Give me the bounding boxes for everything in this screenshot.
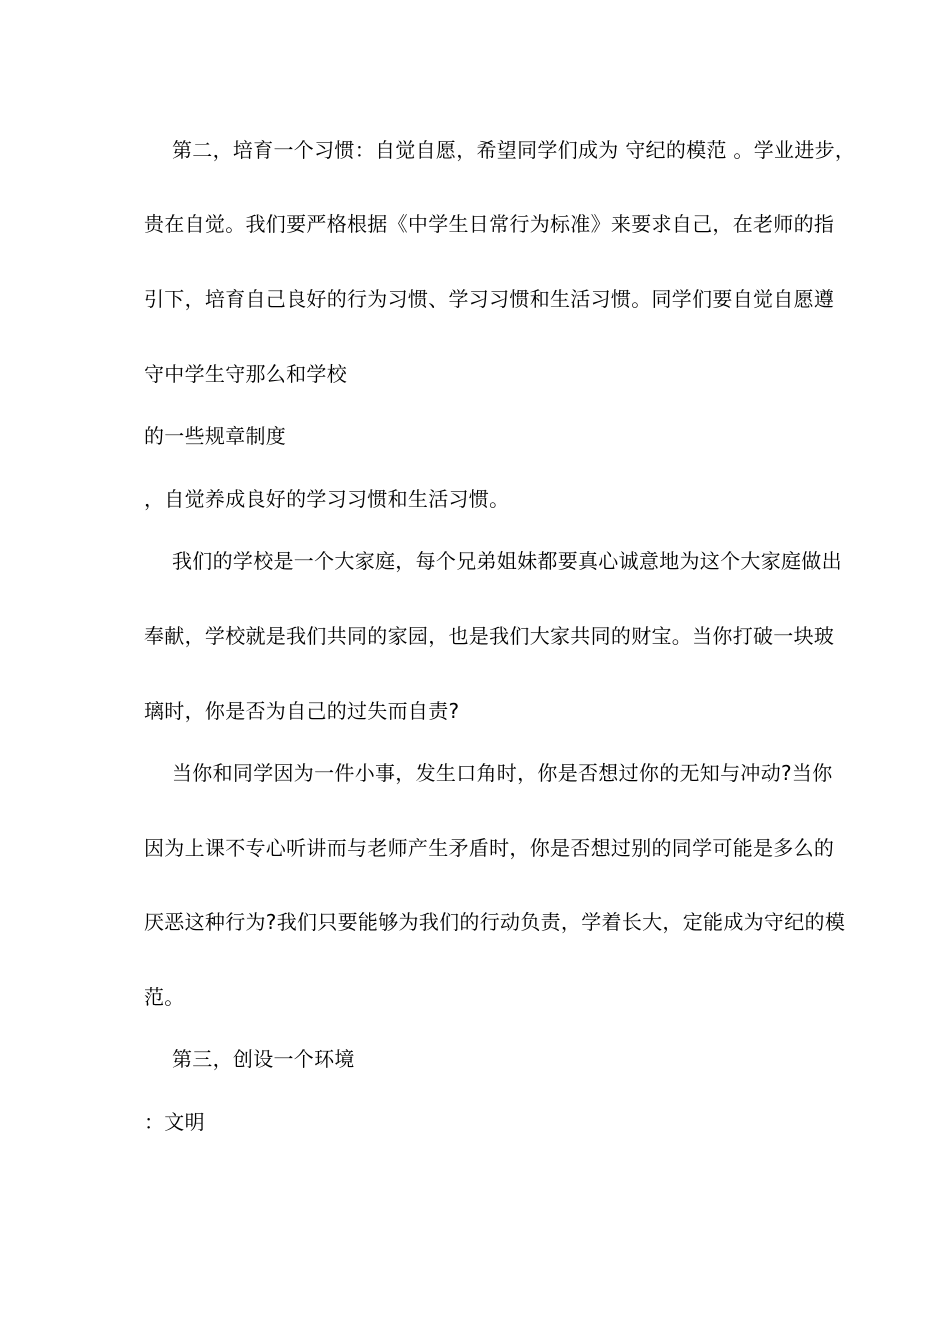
paragraph-line: ：文明 — [144, 1110, 205, 1134]
paragraph-line: ，自觉养成良好的学习习惯和生活习惯。 — [144, 487, 510, 511]
section-heading-line: 第三，创设一个环境 — [172, 1047, 355, 1071]
paragraph-line: 当你和同学因为一件小事，发生口角时，你是否想过你的无知与冲动?当你 — [172, 761, 833, 785]
paragraph-line: 守中学生守那么和学校 — [144, 362, 347, 386]
paragraph-line: 的一些规章制度 — [144, 424, 287, 448]
paragraph-line: 璃时，你是否为自己的过失而自责? — [144, 699, 460, 723]
paragraph-line: 因为上课不专心听讲而与老师产生矛盾时，你是否想过别的同学可能是多么的 — [144, 836, 835, 860]
paragraph-line: 厌恶这种行为?我们只要能够为我们的行动负责，学着长大，定能成为守纪的模 — [144, 910, 846, 934]
paragraph-line: 范。 — [144, 985, 185, 1009]
paragraph-line: 贵在自觉。我们要严格根据《中学生日常行为标准》来要求自己，在老师的指 — [144, 212, 835, 236]
paragraph-line: 我们的学校是一个大家庭，每个兄弟姐妹都要真心诚意地为这个大家庭做出 — [172, 549, 842, 573]
paragraph-line: 引下，培育自己良好的行为习惯、学习习惯和生活习惯。同学们要自觉自愿遵 — [144, 287, 835, 311]
paragraph-line: 奉献，学校就是我们共同的家园，也是我们大家共同的财宝。当你打破一块玻 — [144, 624, 835, 648]
paragraph-line: 第二，培育一个习惯：自觉自愿，希望同学们成为 守纪的模范 。学业进步， — [172, 138, 856, 162]
